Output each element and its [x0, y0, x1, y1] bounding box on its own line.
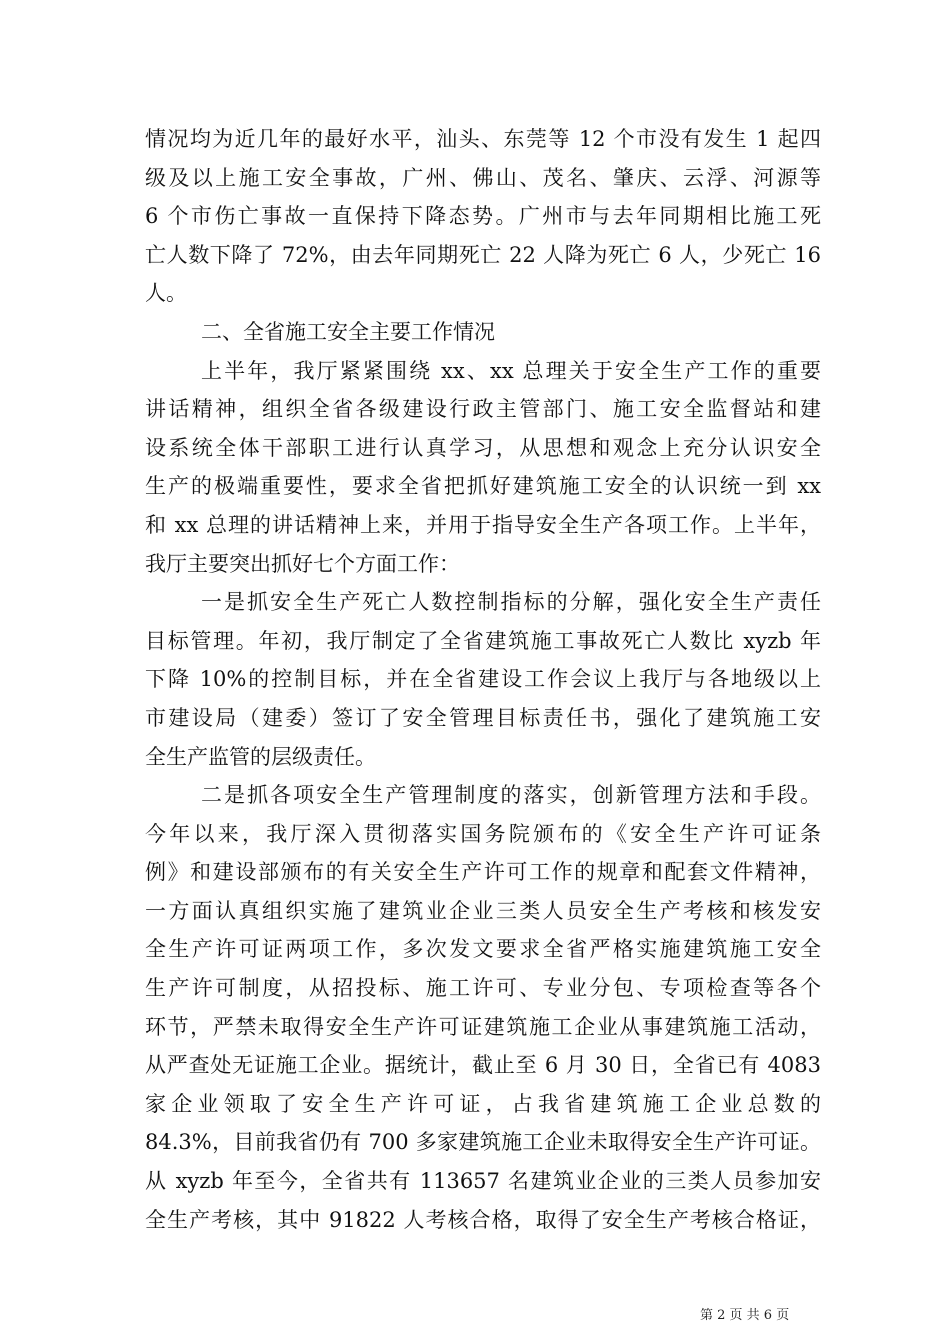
text-line: 从 xyzb 年至今，全省共有 113657 名建筑业企业的三类人员参加安 — [145, 1169, 821, 1194]
text-line: 和 xx 总理的讲话精神上来，并用于指导安全生产各项工作。上半年， — [145, 512, 821, 537]
text-line: 6 个市伤亡事故一直保持下降态势。广州市与去年同期相比施工死 — [145, 204, 821, 229]
text-line: 今年以来，我厅深入贯彻落实国务院颁布的《安全生产许可证条 — [145, 821, 821, 846]
text-line: 84.3%，目前我省仍有 700 多家建筑施工企业未取得安全生产许可证。 — [145, 1130, 821, 1155]
text-line: 生产许可制度，从招投标、施工许可、专业分包、专项检查等各个 — [145, 976, 821, 1001]
text-line: 二是抓各项安全生产管理制度的落实，创新管理方法和手段。 — [201, 783, 821, 808]
text-line: 亡人数下降了 72%，由去年同期死亡 22 人降为死亡 6 人，少死亡 16 — [145, 242, 821, 267]
page-number: 第 2 页 共 6 页 — [700, 1308, 790, 1323]
text-line: 我厅主要突出抓好七个方面工作： — [145, 551, 460, 576]
text-line: 一是抓安全生产死亡人数控制指标的分解，强化安全生产责任 — [201, 590, 821, 615]
text-line: 生产的极端重要性，要求全省把抓好建筑施工安全的认识统一到 xx — [145, 474, 821, 499]
text-line: 全生产许可证两项工作，多次发文要求全省严格实施建筑施工安全 — [145, 937, 821, 962]
text-line: 讲话精神，组织全省各级建设行政主管部门、施工安全监督站和建 — [145, 397, 821, 422]
text-line: 一方面认真组织实施了建筑业企业三类人员安全生产考核和核发安 — [145, 898, 821, 923]
text-line: 全生产考核，其中 91822 人考核合格，取得了安全生产考核合格证， — [145, 1207, 821, 1232]
document-body — [145, 120, 821, 1239]
section-heading: 二、全省施工安全主要工作情况 — [201, 319, 495, 344]
text-line: 下降 10%的控制目标，并在全省建设工作会议上我厅与各地级以上 — [145, 667, 821, 692]
text-line: 环节，严禁未取得安全生产许可证建筑施工企业从事建筑施工活动， — [145, 1014, 821, 1039]
text-line: 家企业领取了安全生产许可证，占我省建筑施工企业总数的 — [145, 1091, 821, 1116]
text-line: 人。 — [145, 281, 187, 306]
text-line: 目标管理。年初，我厅制定了全省建筑施工事故死亡人数比 xyzb 年 — [145, 628, 821, 653]
text-line: 级及以上施工安全事故，广州、佛山、茂名、肇庆、云浮、河源等 — [145, 165, 821, 190]
text-line: 全生产监管的层级责任。 — [145, 744, 376, 769]
text-line: 例》和建设部颁布的有关安全生产许可工作的规章和配套文件精神， — [145, 860, 821, 885]
text-line: 市建设局（建委）签订了安全管理目标责任书，强化了建筑施工安 — [145, 705, 821, 730]
text-line: 上半年，我厅紧紧围绕 xx、xx 总理关于安全生产工作的重要 — [201, 358, 821, 383]
text-line: 情况均为近几年的最好水平，汕头、东莞等 12 个市没有发生 1 起四 — [145, 127, 821, 151]
text-line: 从严查处无证施工企业。据统计，截止至 6 月 30 日，全省已有 4083 — [145, 1053, 821, 1078]
text-line: 设系统全体干部职工进行认真学习，从思想和观念上充分认识安全 — [145, 435, 821, 460]
